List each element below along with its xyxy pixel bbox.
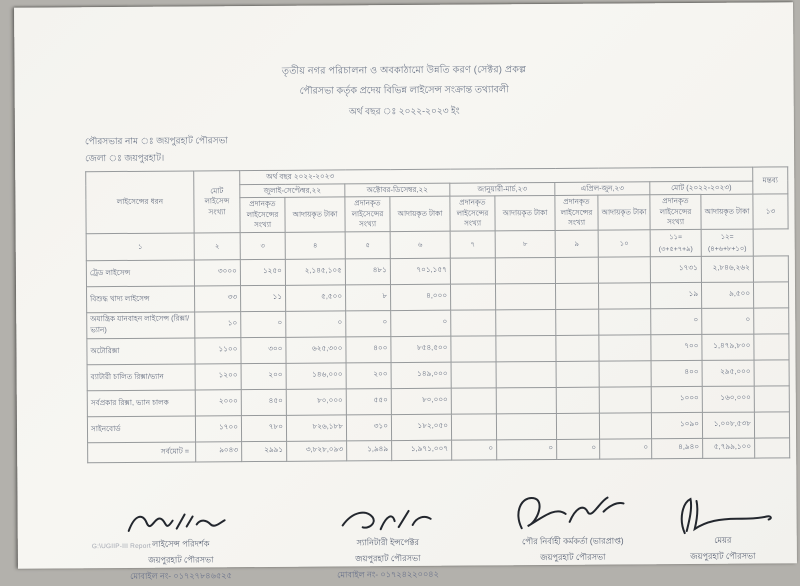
value-cell xyxy=(450,258,495,284)
value-cell: ০ xyxy=(241,311,286,337)
value-cell xyxy=(496,335,556,361)
grand-total-row xyxy=(88,438,790,463)
signatory-title: মেয়র xyxy=(714,535,732,545)
value-cell xyxy=(496,309,556,335)
value-cell: ৮২৬,১৮৮ xyxy=(286,415,346,441)
license-type-cell: অটোরিক্সা xyxy=(87,338,195,365)
value-cell: ২০০০ xyxy=(195,390,241,416)
serial-number-cell: ৩ xyxy=(240,232,285,259)
value-cell: ৭০১,১৫৭ xyxy=(390,258,450,284)
value-cell: ১১ xyxy=(240,285,285,311)
col-header-fiscal-year: অর্থ বছর ২০২২-২০২৩ xyxy=(240,167,753,184)
license-type-cell: ট্রেড লাইসেন্স xyxy=(86,260,194,287)
subheader-collected-amount: আদায়কৃত টাকা xyxy=(495,196,555,231)
signatory-phone: মোবাইল নং- ০১৭২৭৮৪৬৫২৫ xyxy=(130,571,232,581)
value-cell: ১৪৯,০০০ xyxy=(391,362,451,388)
scanned-document-page xyxy=(14,2,797,581)
signatory-title: স্যানিটারী ইন্সপেক্টর xyxy=(356,537,419,548)
municipality-name-line: পৌরসভার নাম ঃ জয়পুরহাট পৌরসভা xyxy=(84,135,228,147)
title-line-3: অর্থ বছর ঃ ২০২২-২০২৩ ইং xyxy=(348,105,460,117)
value-cell: ৯,৫০০ xyxy=(701,282,753,308)
grand-total-label: সর্বমোট = xyxy=(88,442,196,463)
value-cell xyxy=(496,361,556,387)
value-cell: ০ xyxy=(346,310,391,336)
value-cell: ৪৮১ xyxy=(345,258,390,284)
value-cell xyxy=(556,413,599,439)
value-cell xyxy=(556,387,599,413)
value-cell: ০ xyxy=(651,308,702,334)
value-cell xyxy=(555,283,598,309)
subheader-issued-count: প্রদানকৃত লাইসেন্সের সংখ্যা xyxy=(450,196,495,231)
value-cell: ০ xyxy=(557,439,600,459)
value-cell: ৭০০ xyxy=(651,334,702,360)
value-cell: ২৯৯১ xyxy=(242,441,287,461)
municipality-info xyxy=(85,128,794,167)
value-cell xyxy=(556,361,599,387)
value-cell xyxy=(451,310,496,336)
title-line-1: তৃতীয় নগর পরিচালনা ও অবকাঠামো উন্নতি করণ (সেক্টর) প্রকল্প xyxy=(281,64,527,77)
value-cell: ০ xyxy=(702,308,754,334)
license-type-cell: ব্যাটারী চালিত রিক্সা/ভ্যান xyxy=(87,364,195,391)
quarter-header-apr-jun: এপ্রিল-জুন,২৩ xyxy=(555,181,650,195)
value-cell: ২০০ xyxy=(241,363,286,389)
value-cell: ৫৫০ xyxy=(346,388,391,414)
value-cell: ৩০০০ xyxy=(194,260,240,286)
value-cell xyxy=(599,309,651,335)
value-cell xyxy=(598,283,650,309)
value-cell: ৪০০ xyxy=(651,360,702,386)
value-cell: ১০০০ xyxy=(651,386,702,412)
value-cell: ৮ xyxy=(345,284,390,310)
value-cell: ২,৮৪৬,২৬২ xyxy=(701,256,753,282)
signatory-org: জয়পুরহাট পৌরসভা xyxy=(148,555,214,565)
serial-number-cell: ১ xyxy=(86,233,194,261)
remarks-cell xyxy=(753,256,788,282)
signature-block-mayor xyxy=(652,492,792,565)
serial-number-cell: ৪ xyxy=(285,232,345,259)
value-cell: ১০৯০ xyxy=(651,412,702,438)
value-cell: ২০০ xyxy=(346,362,391,388)
value-cell xyxy=(496,387,556,413)
title-line-2: পৌরসভা কর্তৃক প্রদেয় বিভিন্ন লাইসেন্স সংক্রান্ত তথ্যাবলী xyxy=(299,84,509,97)
value-cell xyxy=(556,335,599,361)
subheader-collected-amount: আদায়কৃত টাকা xyxy=(701,194,753,229)
value-cell: ১২০০ xyxy=(195,364,241,390)
subheader-remarks-serial: ১৩ xyxy=(753,194,788,229)
col-header-license-type: লাইসেন্সের ধরন xyxy=(86,171,194,234)
license-type-cell: অযান্ত্রিক যানবাহন লাইসেন্স (রিক্সা/ভ্যান) xyxy=(87,312,195,339)
value-cell: ৪৫০ xyxy=(241,389,286,415)
col-header-total-licenses: মোট লাইসেন্স সংখ্যা xyxy=(194,171,240,233)
remarks-cell xyxy=(754,360,789,386)
value-cell xyxy=(451,414,496,440)
value-cell: ২৯৫,০০০ xyxy=(702,360,754,386)
value-cell xyxy=(599,413,651,439)
value-cell: ৯০৪৩ xyxy=(196,442,242,462)
serial-number-cell: ৯ xyxy=(555,230,598,257)
value-cell: ৩১০ xyxy=(346,414,391,440)
subheader-issued-count: প্রদানকৃত লাইসেন্সের সংখ্যা xyxy=(650,195,701,230)
value-cell: ১,০০৮,৫৩৮ xyxy=(702,412,754,438)
remarks-cell xyxy=(754,334,789,360)
value-cell: ১,৯৪৯ xyxy=(347,440,392,460)
value-cell xyxy=(599,361,651,387)
value-cell xyxy=(555,257,598,283)
remarks-cell xyxy=(754,386,789,412)
value-cell: ০ xyxy=(497,439,557,459)
subheader-collected-amount: আদায়কৃত টাকা xyxy=(598,195,650,230)
value-cell xyxy=(495,257,555,283)
district-line: জেলা ঃ জয়পুরহাট। xyxy=(85,152,165,164)
value-cell xyxy=(451,388,496,414)
value-cell xyxy=(599,335,651,361)
remarks-cell xyxy=(754,308,789,334)
signatory-org: জয়পুরহাট পৌরসভা xyxy=(355,553,421,564)
signature-block-executive-officer xyxy=(487,487,658,566)
signatory-title: পৌর নির্বাহী কর্মকর্তা (ভারপ্রাপ্ত) xyxy=(521,536,624,547)
value-cell: ১,৪৭৯,৮০০ xyxy=(702,334,754,360)
value-cell: ৪০০ xyxy=(346,336,391,362)
license-type-cell: বিশুদ্ধ খাদ্য লাইসেন্স xyxy=(87,286,195,313)
value-cell xyxy=(599,387,651,413)
value-cell: ৪,৯৪০ xyxy=(652,438,703,458)
quarter-header-jul-sep: জুলাই-সেপ্টেম্বর,২২ xyxy=(240,183,345,197)
value-cell: ০ xyxy=(452,440,497,460)
value-cell: ৬২৫,৩০০ xyxy=(286,337,346,363)
value-cell: ৩০০ xyxy=(241,337,286,363)
value-cell xyxy=(451,336,496,362)
value-cell: ৮০,০০০ xyxy=(286,389,346,415)
value-cell: ৪,০০০ xyxy=(390,284,450,310)
file-path-footer: G:\UGIIP-III Report xyxy=(91,542,151,551)
value-cell xyxy=(556,309,599,335)
value-cell: ০ xyxy=(286,311,346,337)
serial-number-cell: ১২=(৪+৬+৮+১০) xyxy=(701,229,753,256)
subheader-collected-amount: আদায়কৃত টাকা xyxy=(285,197,345,232)
value-cell: ১২৫০ xyxy=(240,259,285,285)
remarks-cell xyxy=(755,438,790,458)
value-cell: ০ xyxy=(391,310,451,336)
signatory-org: জয়পুরহাট পৌরসভা xyxy=(540,552,606,562)
serial-number-cell: ৮ xyxy=(495,230,555,257)
license-type-cell: সাইনবোর্ড xyxy=(87,416,195,443)
signatory-org: জয়পুরহাট পৌরসভা xyxy=(690,551,756,561)
subheader-issued-count: প্রদানকৃত লাইসেন্সের সংখ্যা xyxy=(345,197,390,232)
serial-number-cell: ৬ xyxy=(390,231,450,258)
subheader-issued-count: প্রদানকৃত লাইসেন্সের সংখ্যা xyxy=(555,195,598,230)
value-cell: ৮০,০০০ xyxy=(391,388,451,414)
serial-number-cell: ১১=(৩+৫+৭+৯) xyxy=(650,229,701,256)
value-cell: ১৪৬,০০০ xyxy=(286,363,346,389)
serial-number-cell: ৭ xyxy=(450,231,495,258)
value-cell xyxy=(598,257,650,283)
document-title-block xyxy=(14,58,793,123)
value-cell: ১৭০০ xyxy=(195,416,241,442)
signatory-phone: মোবাইল নং- ০১৭২৪২২০০৪২ xyxy=(337,569,439,580)
value-cell: ১০ xyxy=(195,312,241,338)
remarks-cell xyxy=(753,282,788,308)
value-cell xyxy=(496,413,556,439)
serial-number-cell: ২ xyxy=(194,233,240,260)
signature-scribble xyxy=(662,492,782,537)
remarks-cell xyxy=(754,412,789,438)
signature-scribble xyxy=(507,487,637,538)
quarter-header-oct-dec: অক্টোবর-ডিসেম্বর,২২ xyxy=(345,183,450,197)
license-type-cell: সর্বপ্রকার রিক্সা, ভ্যান চালক xyxy=(87,390,195,417)
value-cell xyxy=(450,284,495,310)
value-cell: ১১০০ xyxy=(195,338,241,364)
value-cell: ১৭৩১ xyxy=(650,256,701,282)
signature-block-sanitary-inspector xyxy=(308,504,469,583)
signature-area xyxy=(87,466,790,581)
license-data-table xyxy=(85,166,790,463)
subheader-issued-count: প্রদানকৃত লাইসেন্সের সংখ্যা xyxy=(240,197,285,232)
value-cell: ৩,৮২৮,০৯৩ xyxy=(287,441,347,461)
value-cell xyxy=(451,362,496,388)
quarter-header-grand-total: মোট (২০২২-২০২৩) xyxy=(650,181,753,195)
value-cell xyxy=(495,283,555,309)
subheader-collected-amount: আদায়কৃত টাকা xyxy=(390,196,450,231)
signatory-title: লাইসেন্স পরিদর্শক xyxy=(152,539,210,549)
value-cell: ৫,৫০০ xyxy=(285,285,345,311)
value-cell: ৮৫৪,৫০০ xyxy=(391,336,451,362)
value-cell: ৩৩ xyxy=(194,286,240,312)
value-cell: ১৬০,০০০ xyxy=(702,386,754,412)
col-header-remarks: মন্তব্য xyxy=(753,167,788,194)
serial-number-cell: ১০ xyxy=(598,230,650,257)
serial-number-cell: ৫ xyxy=(345,231,390,258)
value-cell: ১,৯৭১,০০৭ xyxy=(392,440,452,460)
value-cell: ৭৮০ xyxy=(241,415,286,441)
value-cell: ০ xyxy=(600,439,652,459)
quarter-header-jan-mar: জানুয়ারী-মার্চ,২৩ xyxy=(450,182,555,196)
value-cell: ২,১৪৫,১০৫ xyxy=(285,259,345,285)
value-cell: ১৯ xyxy=(650,282,701,308)
value-cell: ১৮২,০৫০ xyxy=(391,414,451,440)
value-cell: ৫,৭৯৯,১০০ xyxy=(703,438,755,458)
